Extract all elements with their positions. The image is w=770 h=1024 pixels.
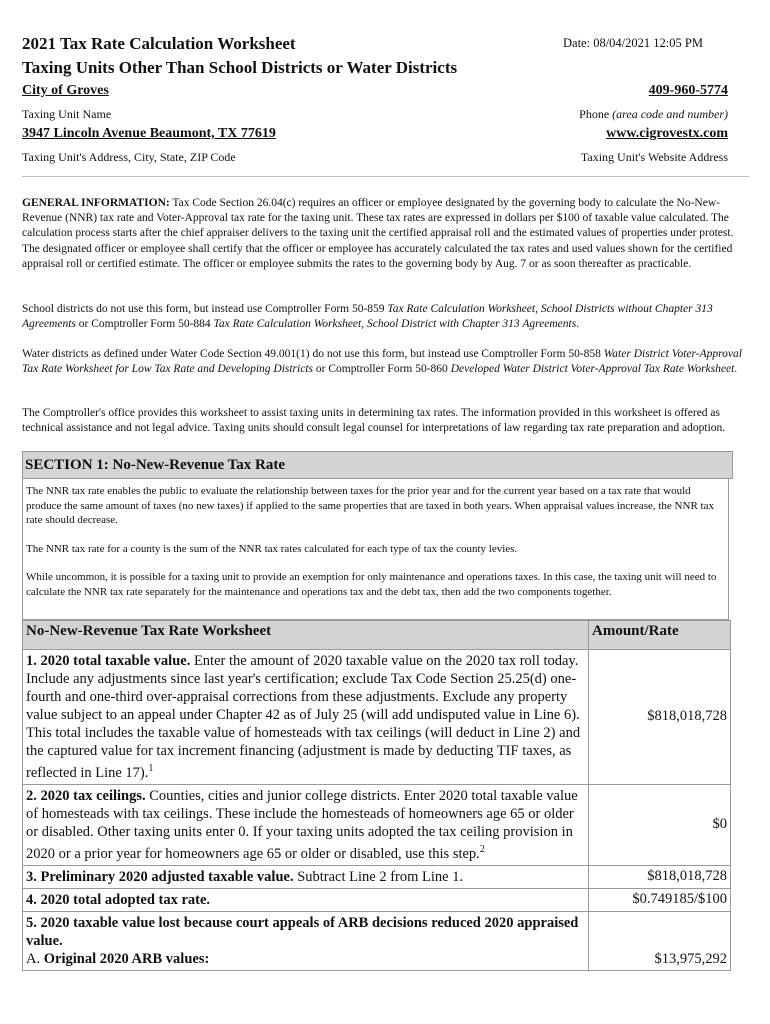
water-districts-paragraph: Water districts as defined under Water Code Section 49.001(1) do not use this form, but instead use Comptroller Form 50-858 Water District Voter-Approval Tax Rate Worksheet for Low Tax Rate and Developing Districts or Comptroller Form 50-860 Developed Water District Voter-Approval Tax Rate Worksheet.: [22, 348, 742, 376]
nnr-worksheet-table: [22, 620, 731, 971]
table-row: [23, 650, 731, 785]
form-date: Date: 08/04/2021 12:05 PM: [563, 36, 703, 50]
nnr-paragraph-3: While uncommon, it is possible for a taxing unit to provide an exemption for only maintenance and operations taxes. In this case, the taxing unit will need to calculate the NNR tax rate separately for the maintenance and operations tax and the debt tax, then add the two components together.: [26, 571, 717, 598]
website-link[interactable]: www.cigrovestx.com: [606, 126, 728, 141]
line-1-amount: $818,018,728: [589, 650, 731, 785]
header-divider: [22, 176, 749, 177]
line-5-description: 5. 2020 taxable value lost because court appeals of ARB decisions reduced 2020 appraised value. A. Original 2020 ARB values:: [23, 911, 589, 970]
line-5a-amount: $13,975,292: [589, 911, 731, 970]
taxing-unit-name-label: Taxing Unit Name: [22, 107, 112, 121]
worksheet-col-amount: Amount/Rate: [589, 621, 731, 650]
table-row: [23, 911, 731, 970]
line-3-description: 3. Preliminary 2020 adjusted taxable value. Subtract Line 2 from Line 1.: [23, 865, 589, 888]
taxing-unit-address: 3947 Lincoln Avenue Beaumont, TX 77619: [22, 126, 276, 141]
table-row: [23, 784, 731, 865]
taxing-unit-name: City of Groves: [22, 83, 109, 98]
table-row: [23, 865, 731, 888]
form-subtitle: Taxing Units Other Than School Districts or Water Districts: [22, 58, 458, 77]
address-label: Taxing Unit's Address, City, State, ZIP Code: [22, 150, 236, 164]
line-4-amount: $0.749185/$100: [589, 888, 731, 911]
nnr-paragraph-1: The NNR tax rate enables the public to evaluate the relationship between taxes for the prior year and for the current year based on a tax rate that would produce the same amount of taxes (no new taxes) if applied to the same properties that are taxed in both years. When appraisal values increase, the NNR tax rate should decrease.: [26, 485, 714, 526]
section-1-heading: SECTION 1: No-New-Revenue Tax Rate: [22, 451, 733, 479]
general-info-paragraph: GENERAL INFORMATION: Tax Code Section 26.04(c) requires an officer or employee designated by the governing body to calculate the No-New-Revenue (NNR) tax rate and Voter-Approval tax rate for the taxing unit. These tax rates are expressed in dollars per $100 of taxable value calculated. The calculation process starts after the chief appraiser delivers to the taxing unit the certified appraisal roll and the estimated values of properties under protest. The designated officer or employee shall certify that the officer or employee has accurately calculated the tax rates and used values shown for the certified appraisal roll or certified estimate. The officer or employee submits the rates to the governing body by Aug. 7 or as soon thereafter as practicable.: [22, 197, 734, 270]
line-2-amount: $0: [589, 784, 731, 865]
form-title: 2021 Tax Rate Calculation Worksheet: [22, 34, 296, 53]
section-1-intro: [22, 478, 729, 620]
comptroller-paragraph: The Comptroller's office provides this worksheet to assist taxing units in determining tax rates. The information provided in this worksheet is offered as technical assistance and not legal advice. Taxing units should consult legal counsel for interpretations of law regarding tax rate preparation and adoption.: [22, 407, 726, 435]
phone-label: Phone (area code and number): [579, 107, 728, 121]
table-row: [23, 888, 731, 911]
school-districts-paragraph: School districts do not use this form, but instead use Comptroller Form 50-859 Tax Rate Calculation Worksheet, School Districts without Chapter 313 Agreements or Comptroller Form 50-884 Tax Rate Calculation Worksheet, School District with Chapter 313 Agreements.: [22, 303, 713, 331]
worksheet-header-row: [23, 621, 731, 650]
line-4-description: 4. 2020 total adopted tax rate.: [23, 888, 589, 911]
line-3-amount: $818,018,728: [589, 865, 731, 888]
nnr-paragraph-2: The NNR tax rate for a county is the sum of the NNR tax rates calculated for each type of tax the county levies.: [26, 542, 518, 555]
line-2-description: 2. 2020 tax ceilings. Counties, cities and junior college districts. Enter 2020 total taxable value of homesteads with tax ceilings. These include the homesteads of homeowners age 65 or older or disabled. Other taxing units enter 0. If your taxing units adopted the tax ceiling provision in 2020 or a prior year for homeowners age 65 or older or disabled, use this step.$^2$: [23, 784, 589, 865]
line-1-description: 1. 2020 total taxable value. Enter the amount of 2020 taxable value on the 2020 tax roll today. Include any adjustments since last year's certification; exclude Tax Code Section 25.25(d) one-fourth and one-third over-appraisal corrections from these adjustments. Exclude any property value subject to an appeal under Chapter 42 as of July 25 (will add undisputed value in Line 6). This total includes the taxable value of homesteads with tax ceilings (will deduct in Line 2) and the captured value for tax increment financing (adjustment is made by deducting TIF taxes, as reflected in Line 17).$^1$: [23, 650, 589, 785]
worksheet-col-description: No-New-Revenue Tax Rate Worksheet: [23, 621, 589, 650]
website-label: Taxing Unit's Website Address: [580, 150, 728, 164]
phone-number: 409-960-5774: [648, 83, 728, 98]
